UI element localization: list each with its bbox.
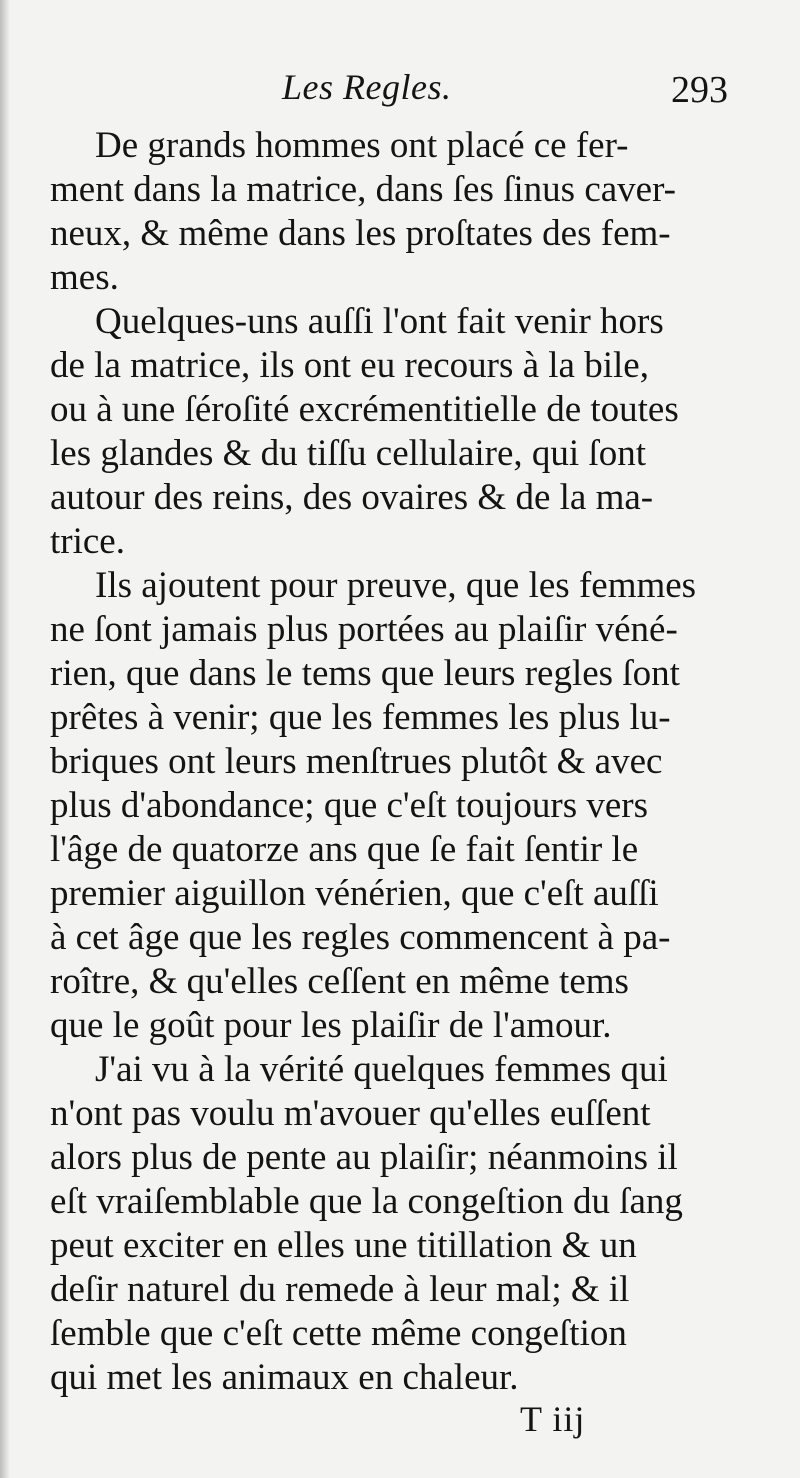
text-line: prêtes à venir; que les femmes les plus lu- <box>50 697 671 738</box>
text-line: autour des reins, des ovaires & de la ma- <box>50 477 654 518</box>
page-number: 293 <box>671 69 728 111</box>
running-title: Les Regles. <box>282 67 452 107</box>
text-line: Quelques-uns auſſi l'ont fait venir hors <box>95 301 664 342</box>
paragraph-4 <box>50 1048 740 1400</box>
text-line: mes. <box>50 257 119 298</box>
page-header <box>0 66 800 118</box>
text-line: premier aiguillon vénérien, que c'eſt auſſi <box>50 873 659 914</box>
text-line: peut exciter en elles une titillation & un <box>50 1225 637 1266</box>
paragraph-2 <box>50 300 740 564</box>
text-line: ou à une ſéroſité excrémentitielle de toutes <box>50 389 679 430</box>
text-line: eſt vraiſemblable que la congeſtion du ſang <box>50 1181 683 1222</box>
paragraph-3 <box>50 564 740 1048</box>
text-line: n'ont pas voulu m'avouer qu'elles euſſent <box>50 1093 651 1134</box>
text-line: qui met les animaux en chaleur. <box>50 1357 519 1398</box>
text-line: ment dans la matrice, dans ſes ſinus caver- <box>50 169 676 210</box>
body-text <box>50 124 740 1400</box>
text-line: briques ont leurs menſtrues plutôt & avec <box>50 741 663 782</box>
text-line: Ils ajoutent pour preuve, que les femmes <box>95 565 697 606</box>
text-line: J'ai vu à la vérité quelques femmes qui <box>95 1049 668 1090</box>
text-line: neux, & même dans les proſtates des fem- <box>50 213 671 254</box>
text-line: de la matrice, ils ont eu recours à la bile, <box>50 345 649 386</box>
page-edge-shadow <box>0 0 10 1478</box>
text-line: De grands hommes ont placé ce fer- <box>95 125 629 166</box>
text-line: ne ſont jamais plus portées au plaiſir véné- <box>50 609 678 650</box>
text-line: l'âge de quatorze ans que ſe fait ſentir le <box>50 829 639 870</box>
text-line: plus d'abondance; que c'eſt toujours vers <box>50 785 648 826</box>
signature-mark: T iij <box>520 1399 586 1439</box>
text-line: alors plus de pente au plaiſir; néanmoins il <box>50 1137 678 1178</box>
text-line: ſemble que c'eſt cette même congeſtion <box>50 1313 627 1354</box>
text-line: roître, & qu'elles ceſſent en même tems <box>50 961 629 1002</box>
text-line: que le goût pour les plaiſir de l'amour. <box>50 1005 612 1046</box>
paragraph-1 <box>50 124 740 300</box>
text-line: à cet âge que les regles commencent à pa- <box>50 917 671 958</box>
text-line: trice. <box>50 521 125 562</box>
text-line: rien, que dans le tems que leurs regles ſont <box>50 653 680 694</box>
text-line: deſir naturel du remede à leur mal; & il <box>50 1269 630 1310</box>
text-line: les glandes & du tiſſu cellulaire, qui ſont <box>50 433 646 474</box>
